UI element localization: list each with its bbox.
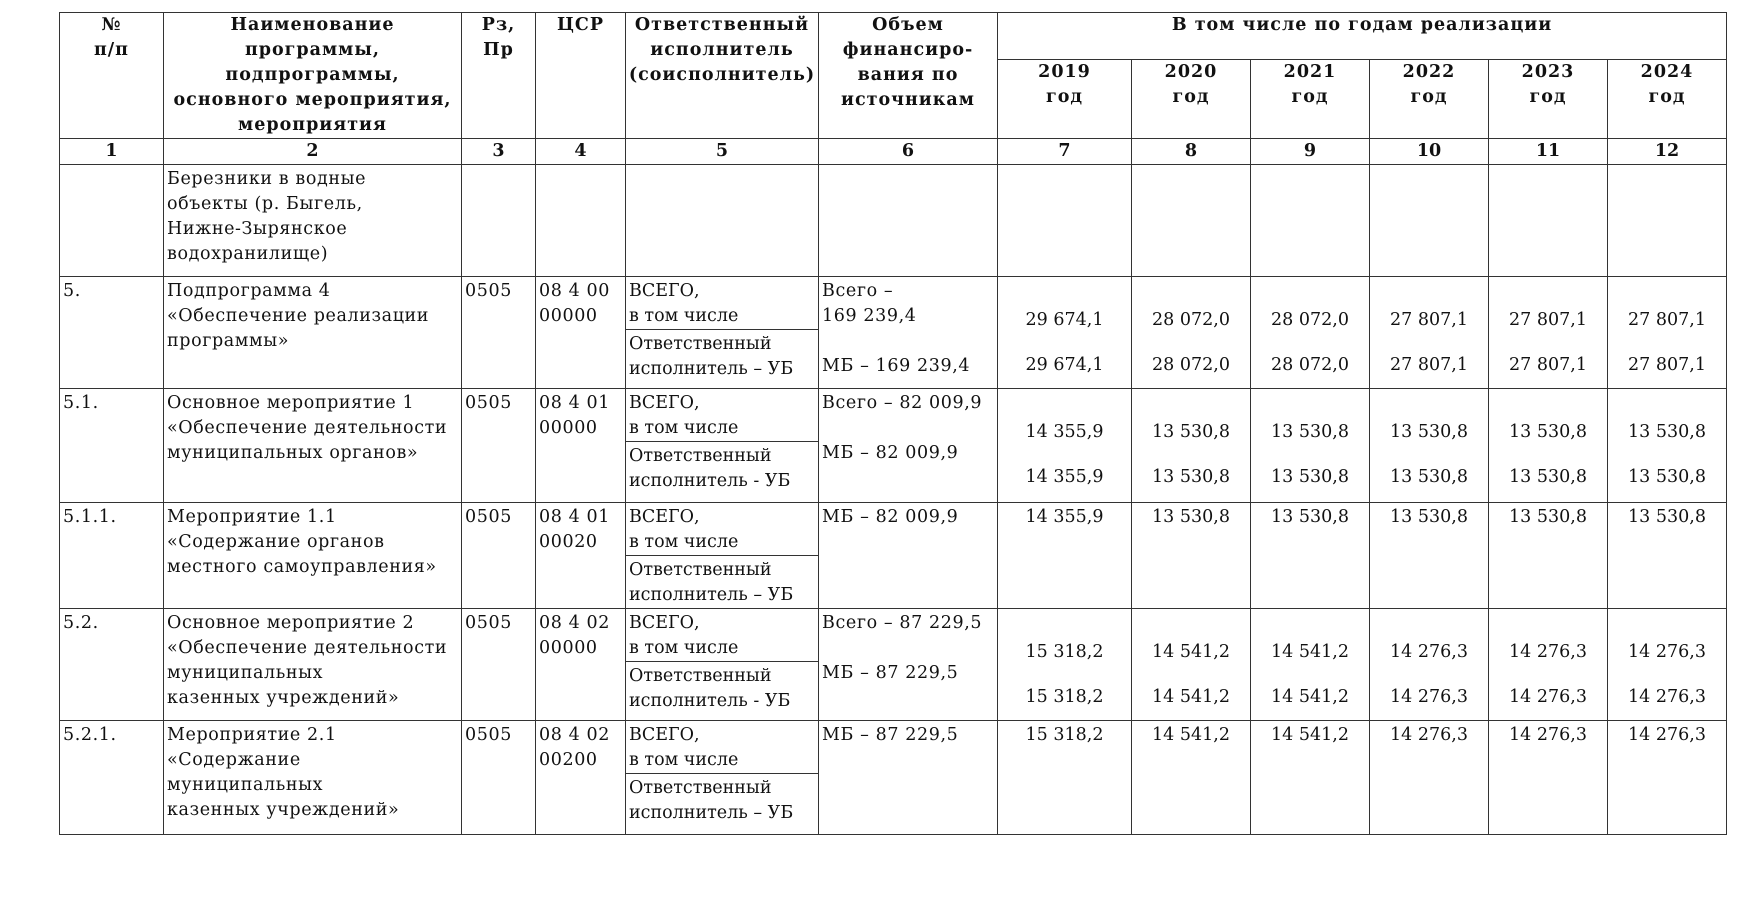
spacer [1132,609,1250,634]
spacer [1489,609,1607,634]
row-year-value [1489,389,1608,503]
row-year-value [998,389,1132,503]
row-csr-text: 08 4 02 00200 [539,725,610,770]
year-total-value: 14 541,2 [1271,642,1349,662]
row-csr [536,165,626,277]
row-csr [536,277,626,389]
year-total-value: 14 276,3 [1390,642,1468,662]
row-volume-text: МБ – 82 009,9 [822,507,959,527]
row-volume [819,277,998,389]
row-name-text: Березники в водные объекты (р. Быгель, Нижне-Зырянское водохранилище) [167,169,367,264]
row-year-value [1251,721,1370,835]
row-rz-text: 0505 [465,393,512,413]
year-total-value: 13 530,8 [1628,422,1706,442]
row-volume [819,165,998,277]
row-csr-text: 08 4 00 00000 [539,281,610,326]
year-mb-value: 14 541,2 [1152,687,1230,707]
row-number-text: 5.1.1. [63,507,117,527]
row-rz-text: 0505 [465,725,512,745]
spacer [1370,445,1488,465]
table-row [60,503,1727,609]
year-mb-value: 13 530,8 [1628,467,1706,487]
spacer [1608,609,1726,634]
spacer [1251,277,1369,302]
row-year-value [1132,165,1251,277]
spacer [1608,445,1726,465]
year-mb-value: 14 355,9 [1025,467,1104,487]
year-total-value: 28 072,0 [1152,310,1230,330]
row-csr-text: 08 4 01 00000 [539,393,610,438]
header-name: Наименование программы, подпрограммы, основного мероприятия, мероприятия [164,13,462,139]
row-executor [626,503,819,609]
year-total-value: 13 530,8 [1390,507,1468,527]
spacer [998,665,1131,685]
header-year: 2020 год [1132,60,1251,139]
column-number: 3 [462,139,536,165]
row-name-text: Основное мероприятие 1 «Обеспечение деятельности муниципальных органов» [167,393,448,463]
row-year-value [1489,609,1608,721]
row-year-value [1608,721,1727,835]
spacer [998,445,1131,465]
header-year: 2021 год [1251,60,1370,139]
executor-total-label: ВСЕГО, в том числе [626,721,818,774]
spacer [1489,389,1607,414]
spacer [1608,389,1726,414]
year-mb-value: 13 530,8 [1509,467,1587,487]
year-total-value: 13 530,8 [1628,507,1706,527]
financing-table [59,12,1727,835]
row-year-value [1370,503,1489,609]
year-mb-value: 13 530,8 [1271,467,1349,487]
row-name-text: Подпрограмма 4 «Обеспечение реализации программы» [167,281,430,351]
row-year-value [1251,389,1370,503]
row-csr-text: 08 4 02 00000 [539,613,610,658]
row-executor [626,609,819,721]
row-volume [819,389,998,503]
header-num: № п/п [60,13,164,139]
year-total-value: 13 530,8 [1271,507,1349,527]
row-number-text: 5.2.1. [63,725,117,745]
row-rz-text: 0505 [465,507,512,527]
row-number-text: 5.2. [63,613,99,633]
row-year-value [1132,389,1251,503]
column-number: 2 [164,139,462,165]
year-mb-value: 14 276,3 [1390,687,1468,707]
year-mb-value: 14 541,2 [1271,687,1349,707]
row-year-value [1489,721,1608,835]
year-total-value: 27 807,1 [1509,310,1587,330]
row-year-value [1370,609,1489,721]
spacer [1608,665,1726,685]
column-number: 11 [1489,139,1608,165]
row-volume-text: МБ – 87 229,5 [822,725,959,745]
row-number-text [60,165,163,167]
spacer [1132,277,1250,302]
year-total-value: 13 530,8 [1390,422,1468,442]
row-name [164,721,462,835]
row-volume-text: Всего – 169 239,4 МБ – 169 239,4 [822,281,971,376]
year-mb-value: 14 276,3 [1628,687,1706,707]
row-year-value [1251,277,1370,389]
spacer [998,389,1131,414]
header-year: 2022 год [1370,60,1489,139]
row-year-value [1251,503,1370,609]
year-total-value: 14 276,3 [1509,642,1587,662]
column-number: 10 [1370,139,1489,165]
column-number: 5 [626,139,819,165]
year-total-value: 14 276,3 [1509,725,1587,745]
year-total-value: 15 318,2 [1025,725,1104,745]
year-mb-value: 13 530,8 [1152,467,1230,487]
row-name-text: Мероприятие 1.1 «Содержание органов местного самоуправления» [167,507,437,577]
row-executor [626,721,819,835]
header-year: 2024 год [1608,60,1727,139]
spacer [1608,277,1726,302]
year-mb-value: 27 807,1 [1628,355,1706,375]
row-year-value [1370,721,1489,835]
row-rz-text: 0505 [465,613,512,633]
year-mb-value: 13 530,8 [1390,467,1468,487]
row-rz-text: 0505 [465,281,512,301]
year-total-value: 13 530,8 [1509,507,1587,527]
executor-total-label: ВСЕГО, в том числе [626,609,818,662]
row-executor [626,389,819,503]
row-year-value [1608,609,1727,721]
row-csr [536,721,626,835]
row-rz [462,503,536,609]
row-year-value [1608,389,1727,503]
spacer [998,333,1131,353]
year-total-value: 14 541,2 [1152,725,1230,745]
column-number: 8 [1132,139,1251,165]
spacer [1251,609,1369,634]
row-volume [819,609,998,721]
row-csr [536,503,626,609]
row-year-value [1489,503,1608,609]
year-total-value: 13 530,8 [1271,422,1349,442]
spacer [1132,333,1250,353]
table-row [60,389,1727,503]
year-total-value: 14 355,9 [1025,422,1104,442]
header-year: 2023 год [1489,60,1608,139]
spacer [1132,445,1250,465]
row-year-value [998,165,1132,277]
row-rz [462,721,536,835]
row-number [60,165,164,277]
year-mb-value: 28 072,0 [1271,355,1349,375]
row-number [60,277,164,389]
spacer [1370,333,1488,353]
row-number [60,503,164,609]
row-name [164,609,462,721]
spacer [998,609,1131,634]
row-rz [462,165,536,277]
row-rz-text [462,165,535,167]
table-row [60,277,1727,389]
column-number: 12 [1608,139,1727,165]
spacer [1489,445,1607,465]
header-exec: Ответственный исполнитель (соисполнитель) [626,13,819,139]
column-number: 6 [819,139,998,165]
executor-responsible-label: Ответственный исполнитель – УБ [629,334,794,379]
row-name [164,503,462,609]
table-row [60,165,1727,277]
row-name [164,165,462,277]
year-total-value: 29 674,1 [1025,310,1104,330]
row-csr-text [536,165,625,167]
row-year-value [1132,277,1251,389]
row-volume [819,721,998,835]
row-year-value [1370,277,1489,389]
row-year-value [1489,165,1608,277]
header-csr: ЦСР [536,13,626,139]
row-rz [462,277,536,389]
year-mb-value: 27 807,1 [1390,355,1468,375]
row-rz [462,389,536,503]
spacer [1489,665,1607,685]
year-total-value: 13 530,8 [1152,507,1230,527]
executor-responsible-label: Ответственный исполнитель – УБ [629,778,794,823]
row-number [60,609,164,721]
year-total-value: 27 807,1 [1390,310,1468,330]
year-total-value: 14 541,2 [1152,642,1230,662]
table-row [60,721,1727,835]
row-executor [626,277,819,389]
row-year-value [1608,165,1727,277]
spacer [1370,665,1488,685]
year-total-value: 13 530,8 [1509,422,1587,442]
row-number-text: 5.1. [63,393,99,413]
year-total-value: 13 530,8 [1152,422,1230,442]
year-mb-value: 28 072,0 [1152,355,1230,375]
year-total-value: 14 276,3 [1390,725,1468,745]
spacer [1370,389,1488,414]
row-name-text: Основное мероприятие 2 «Обеспечение деятельности муниципальных казенных учреждений» [167,613,448,708]
row-year-value [1251,165,1370,277]
column-number: 7 [998,139,1132,165]
spacer [1251,389,1369,414]
row-volume-text: Всего – 82 009,9 МБ – 82 009,9 [822,393,983,463]
row-year-value [1608,503,1727,609]
spacer [1370,609,1488,634]
row-executor [626,165,819,277]
year-mb-value: 29 674,1 [1025,355,1104,375]
spacer [1489,277,1607,302]
column-number: 9 [1251,139,1370,165]
executor-total-label: ВСЕГО, в том числе [626,503,818,556]
row-volume-text [819,165,997,167]
spacer [1251,445,1369,465]
spacer [1251,665,1369,685]
year-total-value: 27 807,1 [1628,310,1706,330]
header-rz: Рз, Пр [462,13,536,139]
spacer [1608,333,1726,353]
year-mb-value: 15 318,2 [1025,687,1104,707]
spacer [1132,389,1250,414]
year-mb-value: 27 807,1 [1509,355,1587,375]
year-total-value: 15 318,2 [1025,642,1104,662]
executor-total-label: ВСЕГО, в том числе [626,277,818,330]
row-year-value [998,503,1132,609]
row-number [60,389,164,503]
header-volume: Объем финансиро- вания по источникам [819,13,998,139]
row-number-text: 5. [63,281,81,301]
row-name-text: Мероприятие 2.1 «Содержание муниципальных казенных учреждений» [167,725,400,820]
row-year-value [1489,277,1608,389]
row-year-value [1251,609,1370,721]
row-year-value [1132,609,1251,721]
row-year-value [1370,165,1489,277]
row-year-value [1132,503,1251,609]
year-total-value: 14 541,2 [1271,725,1349,745]
spacer [1132,665,1250,685]
year-total-value: 14 276,3 [1628,642,1706,662]
column-number: 4 [536,139,626,165]
year-total-value: 28 072,0 [1271,310,1349,330]
header-year: 2019 год [998,60,1132,139]
spacer [998,277,1131,302]
row-volume [819,503,998,609]
row-csr-text: 08 4 01 00020 [539,507,610,552]
row-rz [462,609,536,721]
executor-responsible-label: Ответственный исполнитель – УБ [629,560,794,605]
row-year-value [1132,721,1251,835]
row-csr [536,389,626,503]
year-total-value: 14 276,3 [1628,725,1706,745]
row-year-value [998,721,1132,835]
row-number [60,721,164,835]
spacer [1251,333,1369,353]
table-row [60,609,1727,721]
column-number: 1 [60,139,164,165]
row-year-value [998,277,1132,389]
year-total-value: 14 355,9 [1025,507,1104,527]
spacer [1370,277,1488,302]
year-mb-value: 14 276,3 [1509,687,1587,707]
row-name [164,389,462,503]
executor-responsible-label: Ответственный исполнитель - УБ [629,446,791,491]
row-year-value [1608,277,1727,389]
spacer [1489,333,1607,353]
header-years-title: В том числе по годам реализации [998,13,1727,60]
executor-responsible-label: Ответственный исполнитель - УБ [629,666,791,711]
row-name [164,277,462,389]
row-year-value [998,609,1132,721]
executor-total-label: ВСЕГО, в том числе [626,389,818,442]
row-volume-text: Всего – 87 229,5 МБ – 87 229,5 [822,613,983,683]
row-year-value [1370,389,1489,503]
row-csr [536,609,626,721]
